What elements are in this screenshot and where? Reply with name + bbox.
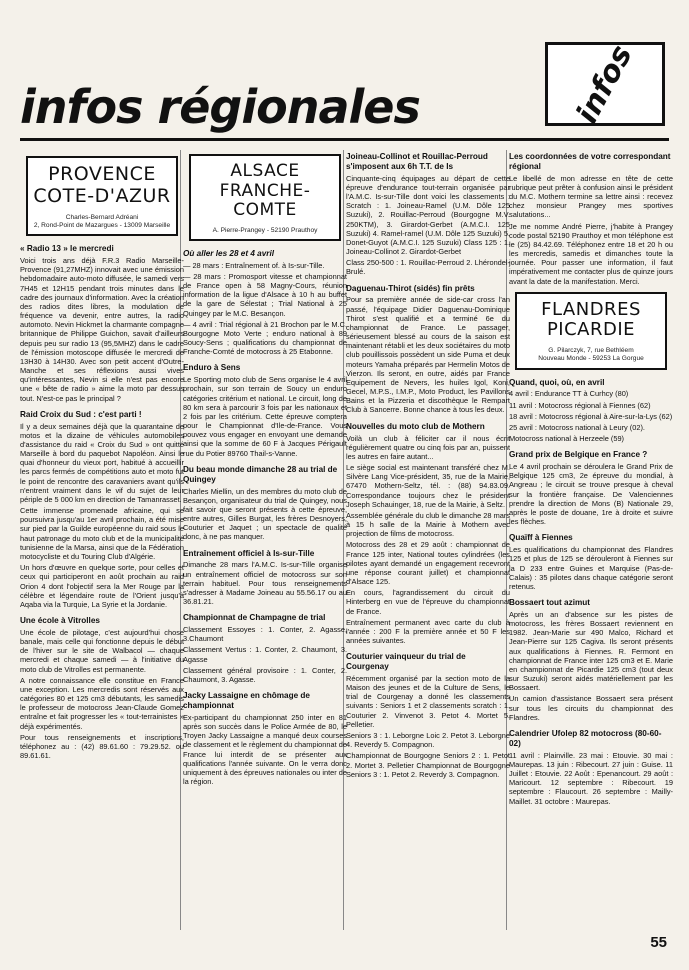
article-heading: Nouvelles du moto club de Mothern	[346, 421, 485, 431]
page-header	[0, 0, 689, 150]
article-paragraph: Charles Miellin, un des membres du moto club de Besançon, organisateur du trial de Quingey, nous fait savoir que seront présents à cette épreuve, entre autres, Gilles Burgat, les frères Desnoyers, Couturier et Jaquet ; un spectacle de qualité donc, à ne pas manquer.	[183, 486, 347, 542]
article-paragraph: Entraînement permanent avec carte du club à l'année : 200 F la première année et 50 F les années suivantes.	[346, 617, 510, 646]
article-paragraph: Voilà un club à féliciter car il nous écrit régulièrement quatre ou cinq fois par an, puissent les autres en faire autant...	[346, 433, 510, 461]
article-paragraph: En cours, l'agrandissement du circuit du Hinterberg en vue de l'épreuve du championnat de France.	[346, 588, 510, 616]
article-paragraph: 11 avril : Motocross régional à Fiennes (62)	[509, 400, 651, 410]
article-paragraph: Seniors 3 : 1. Leborgne Loic 2. Petot 3. Leborgne 4. Reverdy 5. Compagnon.	[346, 731, 510, 750]
article-paragraph: Ex-participant du championnat 250 inter en 81 après son succès dans le Police Armée de 80, le Troyen Jacky Lassaigne a manqué deux courses de classement et le règlement du championnat de France lui interdit de se présenter aux qualifications l'année suivante. On le verra donc uniquement à des épreuves nationales ou inter de la région.	[183, 712, 347, 787]
article-heading: Raid Croix du Sud : c'est parti !	[20, 409, 142, 419]
article-heading: Quaïff à Fiennes	[509, 533, 573, 543]
article-paragraph: Classement Essoyes : 1. Conter, 2. Agasse, 3.Chaumont	[183, 625, 347, 644]
article-paragraph: A notre connaissance elle constitue en France une exception. Les mercredis sont réservés aux catégories 80 et 125 cm3 débutants, les samedis le professeur de motocross Jean-Claude Gomez entraîne et fait progresser les « tout-terrainistes » déjà expérimentés.	[20, 675, 184, 731]
article-paragraph: Classement général provisoire : 1. Conter, 2. Chaumont, 3. Agasse.	[183, 665, 347, 684]
article-paragraph: Le 4 avril prochain se déroulera le Grand Prix de Belgique 125 cm3, 2e épreuve du mondial, à Angreau ; le circuit se trouve presque à cheval sur la frontière française. De Valenciennes prendre la direction de Mons (B) Nationale 29, après le poste de douane, 1re à droite et suivre les flèches.	[509, 462, 673, 527]
article-paragraph: Assemblée générale du club le dimanche 28 mars à 15 h salle de la Mairie à Mothern avec projection de films de motocross.	[346, 510, 510, 539]
article-paragraph: Dimanche 28 mars l'A.M.C. Is-sur-Tille organise un entraînement officiel de motocross sur son terrain habituel. Pour tous renseignements s'adresser à Madame Joineau au 55.56.17 ou au 36.81.21.	[183, 560, 347, 607]
article-heading: Joineau-Collinot et Rouillac-Perroud s'imposent aux 6h T.T. de Is	[346, 152, 488, 171]
article-heading: Grand prix de Belgique en France ?	[509, 450, 648, 460]
article-paragraph: Pour tous renseignements et inscriptions, téléphonez au : (42) 89.61.60 : 79.29.52. ou 89.61.61.	[20, 732, 184, 761]
infos-badge	[545, 39, 665, 129]
article-paragraph: Les qualifications du championnat des Flandres 125 et plus de 125 se dérouleront à Fiennes sur la D 233 entre Guines et Marquise (Pas-de-Calais) : 35 pilotes dans chaque catégorie seront retenus.	[509, 545, 673, 591]
region-box-provence	[26, 156, 178, 236]
article-paragraph: Motocross national à Herzeele (59)	[509, 434, 625, 444]
article-paragraph: Voici trois ans déjà F.R.3 Radio Marseille-Provence (91,27MHZ) innovait avec une émission hebdomadaire auto-moto diffusée, le samedi vers 7H45 et 12H15 pendant trois minutes dans le cadre des journaux d'information. Avec la création des radios dites libres, la modulation de fréquence va devenir, entre autres, la radio automoto. Nevin Hickmet la charmante compagne britannique de Philippe Guichon, savait d'ailleurs depuis peu sur radio 13 (95,5MHZ) dans le cadre de l'émission motoscope diffusée le mercredi de 13H30 à 14H30. Avec son petit accent d'Outre-Manche et ses réflexions aussi vives qu'intéressantes, Nevin si elle n'est pas encore une « bête de radio » aime la moto par dessus tout. N'est-ce pas le principal ?	[20, 256, 184, 403]
region-contact: A. Pierre-Prangey - 52190 Prauthoy	[212, 226, 318, 234]
article-paragraph: Class 250-500 : 1. Rouillac-Perroud 2. Lhérondel-Brulé.	[346, 258, 510, 277]
article-heading: Une école à Vitrolles	[20, 616, 100, 626]
article-paragraph: Récemment organisé par la section moto de la Maison des jeunes et de la Culture de Sens, le trial de Courgenay a donné les classements suivants : Seniors 1 et 2 classements scratch : 1. Couturier 2. Vinvenot 3. Petot 4. Mortet 5. Pelletier.	[346, 673, 510, 729]
article-heading: Couturier vainqueur du trial de Courgenay	[346, 652, 466, 672]
article-heading: Jacky Lassaigne en chômage de championnat	[183, 691, 310, 710]
article-heading: Où aller les 28 et 4 avril	[183, 248, 275, 258]
article-paragraph: Je me nomme André Pierre, j'habite à Prangey code postal 52190 Prauthoy et mon téléphone est le (25) 84.42.69. Téléphonez entre 18 et 20 h ou les mercredis, samedis et dimanches toute la journée. Pour passer une information, il faut impérativement me contacter plus de quinze jours avant la date de la manifestation. Merci.	[509, 221, 673, 286]
page-title: infos régionales	[20, 80, 420, 134]
column-alsace	[183, 150, 347, 788]
article-paragraph: Un hors d'œuvre en quelque sorte, pour celles et ceux qui participeront en août prochain au raid Orion 4 dont l'objectif sera la Mer Rouge par la célèbre et légendaire route de l'Orient jusqu'à Aqaba via la Turquie, La Syrie et la Jordanie.	[20, 563, 184, 609]
article-heading: « Radio 13 » le mercredi	[20, 244, 114, 254]
badge-label: infos	[570, 39, 640, 129]
article-heading: Championnat de Champagne de trial	[183, 613, 326, 623]
region-contact: Charles-Bernard Adréani 2, Rond-Point de Mazargues - 13009 Marseille	[33, 213, 171, 229]
article-paragraph: Il y a deux semaines déjà que la quarantaine de motos et la dizaine de véhicules automobiles d'assistance du raid « Croix du Sud » ont quitté Marseille à bord du paquebot Napoléon. Ainsi le quai d'honneur du vieux port, habitué à accueillir les parcs fermés de compétitions auto et moto fut le point de rencontre des caravaniers avant qu'ils n'entrent vraiment dans le vif du sujet de leur périple de 5 000 km en direction de Tamanrasset.	[20, 421, 184, 504]
article-paragraph: Un camion d'assistance Bossaert sera présent sur tous les circuits du championnat des Flandres.	[509, 694, 673, 722]
article-heading: Calendrier Ufolep 82 motocross (80-60-02)	[509, 728, 662, 748]
article-paragraph: 25 avril : Motocross national à Leury (02).	[509, 422, 645, 432]
article-heading: Les coordonnées de votre correspondant régional	[509, 152, 671, 171]
region-name: ALSACE FRANCHE- COMTE	[219, 161, 311, 221]
title-rule	[20, 138, 669, 141]
article-heading: Daguenau-Thirot (sidés) fin prêts	[346, 283, 475, 293]
column-flandres	[509, 150, 673, 808]
page-number: 55	[650, 934, 667, 951]
article-paragraph: Championnat de Bourgogne Seniors 2 : 1. Petot 2. Mortet 3. Pelletier Championnat de Bourgogne Seniors 3 : 1. Petot 2. Reverdy 3. Compagnon.	[346, 751, 510, 779]
article-heading: Enduro à Sens	[183, 363, 241, 373]
article-paragraph: Classement Vertus : 1. Conter, 2. Chaumont, 3. Agasse	[183, 645, 347, 664]
region-name: PROVENCE COTE-D'AZUR	[33, 163, 171, 207]
article-paragraph: Le libellé de mon adresse en tête de cette rubrique peut prêter à confusion ainsi le président du M.C. Mothern termine sa lettre ainsi : recevez chez monsieur Prangey mes sportives salutations...	[509, 173, 673, 220]
article-heading: Quand, quoi, où, en avril	[509, 377, 605, 387]
region-box-alsace	[189, 154, 341, 241]
article-paragraph: Après un an d'absence sur les pistes de motocross, les frères Bossaert reviennent en 1982. Jean-Marie sur 490 Malco, Richard et Jean-Pierre sur 125 Cagiva. Ils seront présents aux qualifications à Fiennes. R. Fermont en championnat de France inter 125 cm3 et E. Marie en championnat de Picardie 125 cm3 (tout deux sur Suzuki) seront aidés matériellement par les Bossaert.	[509, 609, 673, 693]
article-paragraph: Motocross des 28 et 29 août : championnat de France 125 inter, National toutes cylindrées (les pilotes ayant demandé un engagement recevront une réponse courant juillet) et championnat d'Alsace 125.	[346, 540, 510, 587]
article-paragraph: Cette immense promenade africaine, qui se poursuivra jusqu'au 1er avril prochain, a été mise sur pied par la Guilde européenne du raid sous le haut patronage du moto club et de la municipalité tunisienne de la Marsa, ainsi que de la Fédération motocycliste et du Touring Club d'Algérie.	[20, 506, 184, 561]
article-paragraph: — 28 mars : Entraînement of. à Is-sur-Tille.	[183, 260, 325, 270]
article-heading: Bossaert tout azimut	[509, 598, 590, 608]
region-contact: G. Pilarczyk, 7, rue Bethléem Nouveau Monde - 59253 La Gorgue	[538, 347, 644, 363]
article-paragraph: 18 avril : Motocross régional à Aire-sur-la-Lys (62)	[509, 411, 673, 421]
article-heading: Entraînement officiel à Is-sur-Tille	[183, 548, 315, 558]
article-paragraph: — 4 avril : Trial régional à 21 Brochon par le M.C. Bourgogne Moto Verte ; enduro national à 89 Soucy-Sens ; qualifications du championnat de Franche-Comté de motocross à 25 Etabonne.	[183, 319, 347, 357]
article-paragraph: 11 avril : Plainville. 23 mai : Etouvie. 30 mai : Maurepas. 13 juin : Ribecourt. 27 juin : Guise. 11 Juillet : Etouvie. 22 Août : Epenancourt. 29 août : Maricourt. 12 septembre : Ribecourt. 19 septembre : Flaucourt. 26 septembre : Mailly-Maillet. 31 octobre : Maurepas.	[509, 750, 673, 806]
article-paragraph: Le Sporting moto club de Sens organise le 4 avril prochain, sur son terrain de Soucy un enduro catégories critérium et national. Le circuit, long de 80 km sera à parcourir 3 fois par les nationaux et 2 fois par les critérium. Cette épreuve comptera pour le Championnat d'Ile-de-France. Vous pouvez vous engager en envoyant une demande ainsi que la somme de 60 F à Jacques Périgault rue du Potier 89760 Thail-s-Vanne.	[183, 375, 347, 458]
column-provence	[20, 150, 184, 762]
region-box-flandres	[515, 292, 667, 370]
article-paragraph: Pour sa première année de side-car cross l'an passé, l'équipage Didier Daguenau-Dominique Thirot s'est qualifié et a terminé 6e du championnat de France. Le passager, sérieusement blessé au cours de la saison est maintenant rétabli et les deux sociétaires du moto club pouillissois possèdent un side Puma et deux moteurs Yamaha préparés par Hermelin Motos de Vierzon. Ils seront, en outre, aidés par France Equipement de Nevers, les huiles Igol, Koni, Gecel, M.P.S., I.M.P., Moto Product, les Pavillons Bains et la Pizzeria et discothèque le Rempart Club à Sancerre. Bonne chance à tous les deux.	[346, 295, 510, 415]
article-paragraph: Cinquante-cinq équipages au départ de cette épreuve d'endurance tout-terrain organisée par l'A.M.C. Is-sur-Tille dont voici les classements : Scratch : 1. Joineau-Ramel (U.M. Dôle 125 Suzuki), 2. Rouillac-Perroud (Bourgogne M.V. 250KTM), 3. Girardot-Gerbet (A.M.C.I. 125 Suzuki) 4. Ramel-ramel (U.M. Dôle 125 Suzuki) 5. Donet-Guyot (A.M.C.I. 125 Suzuki) Class 125 : 1. Joineau-Collinot 2. Girardot-Gerbet	[346, 173, 510, 257]
region-name: FLANDRES PICARDIE	[541, 298, 641, 341]
article-paragraph: — 28 mars : Promosport vitesse et championnat de France open à 58 Magny-Cours, réunion information de la ligue d'Alsace à 10 h au buffet de la gare de Sélestat ; Trial National à 25 Quingey par le M.C. Besançon.	[183, 271, 347, 318]
column-news	[346, 150, 510, 781]
article-paragraph: Le siège social est maintenant transféré chez M. Silvère Lang Vice-président, 35, rue de la Mairie, 67470 Mothern-Seltz, tél. : (88) 94.83.09. Correspondance toujours chez le président Joseph Schauinger, 18, rue de la Mairie, à Seltz.	[346, 463, 510, 509]
article-paragraph: 4 avril : Endurance TT à Curhcy (80)	[509, 389, 629, 399]
article-paragraph: Une école de pilotage, c'est aujourd'hui chose banale, mais celle qui fonctionne depuis le début de l'hiver sur le site de Walbacol — chaque mercredi et chaque samedi — à l'initiative du moto club de Vitrolles est permanente.	[20, 627, 184, 674]
article-heading: Du beau monde dimanche 28 au trial de Quingey	[183, 464, 338, 484]
